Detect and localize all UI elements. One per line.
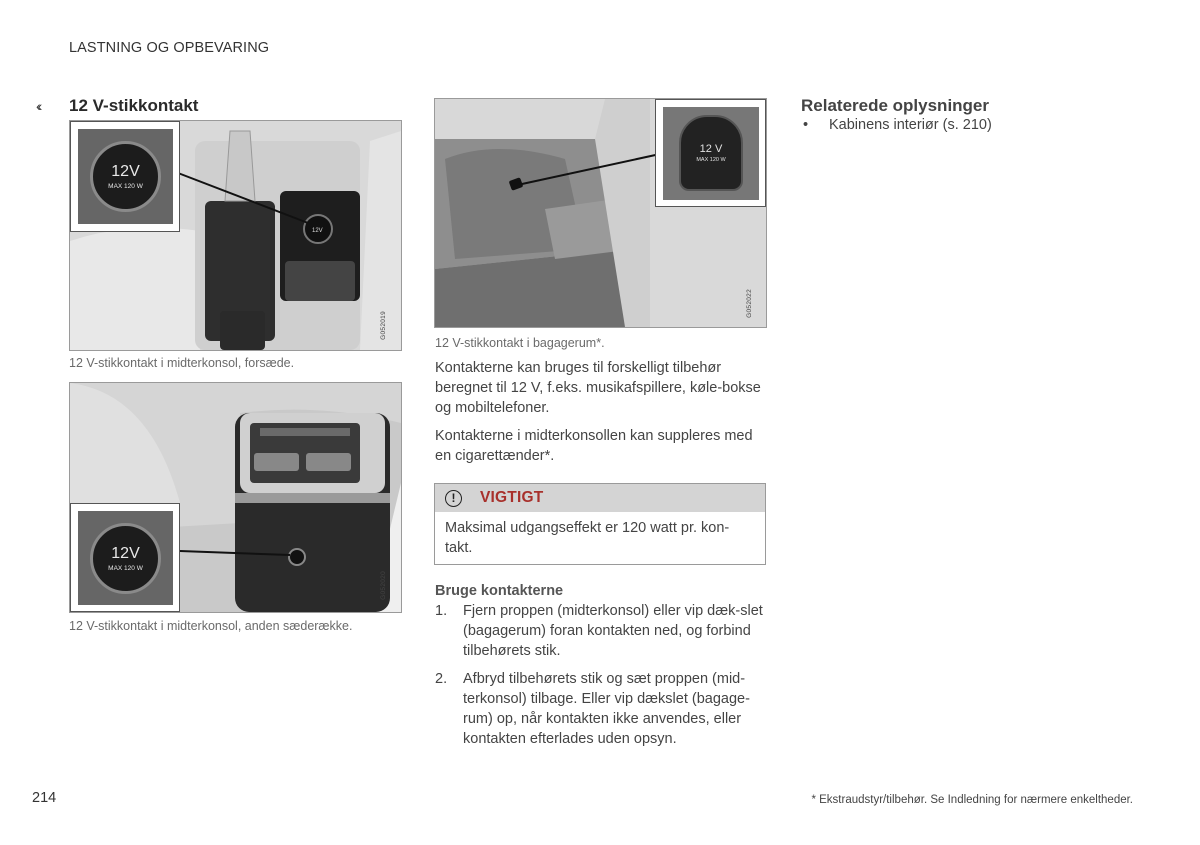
socket-label: 12 V (699, 143, 723, 155)
caption-front-console: 12 V-stikkontakt i midterkonsol, forsæde. (69, 356, 295, 370)
photo-rear-console (69, 382, 402, 613)
socket-icon (90, 523, 161, 594)
socket-inset-1 (70, 121, 180, 232)
image-code: G052020 (380, 571, 387, 600)
body-paragraph-2: Kontakterne i midterkonsollen kan suppleres med en cigarettænder*. (435, 428, 753, 464)
list-item (435, 669, 770, 749)
running-header: LASTNING OG OPBEVARING (69, 40, 270, 56)
socket-label: 12V (111, 163, 140, 180)
list-item (435, 601, 770, 661)
usage-title: Bruge kontakterne (435, 583, 564, 599)
socket-inset-2 (70, 503, 180, 612)
related-link[interactable] (803, 117, 992, 133)
socket-sublabel: MAX 120 W (108, 565, 143, 572)
step-number: 1. (435, 603, 448, 619)
section-title: 12 V-stikkontakt (69, 96, 199, 115)
usage-steps (435, 601, 770, 757)
socket-label: 12V (111, 545, 140, 562)
image-code: G052019 (380, 311, 387, 340)
photo-front-console (69, 120, 402, 351)
important-header (435, 484, 765, 512)
step-text: Afbryd tilbehørets stik og sæt proppen (mid-terkonsol) tilbage. Eller vip dækslet (bagage-rum) op, når kontakten ikke anvendes, eller kontakten efterlades uden opsyn. (463, 671, 750, 747)
socket-icon (90, 141, 161, 212)
important-label: VIGTIGT (480, 489, 544, 506)
related-title: Relaterede oplysninger (801, 96, 990, 115)
socket-cover-icon (679, 115, 743, 191)
warning-icon: ! (445, 490, 462, 507)
related-link-text[interactable]: Kabinens interiør (s. 210) (829, 117, 992, 133)
step-text: Fjern proppen (midterkonsol) eller vip dæk-slet (bagagerum) foran kontakten ned, og forbind tilbehørets stik. (463, 603, 763, 659)
footnote: * Ekstraudstyr/tilbehør. Se Indledning for nærmere enkeltheder. (811, 794, 1133, 806)
important-box (434, 483, 766, 565)
socket-sublabel: MAX 120 W (108, 183, 143, 190)
photo-luggage-compartment (434, 98, 767, 328)
socket-sublabel: MAX 120 W (696, 157, 726, 163)
caption-rear-console: 12 V-stikkontakt i midterkonsol, anden sæderække. (69, 619, 353, 633)
page-number: 214 (32, 790, 57, 806)
svg-text:12V: 12V (312, 228, 323, 234)
back-chevron-icon[interactable]: ‹‹ (36, 98, 40, 114)
bullet-icon: • (803, 117, 809, 133)
caption-luggage: 12 V-stikkontakt i bagagerum*. (435, 336, 605, 350)
important-text: Maksimal udgangseffekt er 120 watt pr. kon-takt. (445, 520, 730, 556)
socket-inset-3 (655, 99, 766, 207)
body-paragraph-1: Kontakterne kan bruges til forskelligt tilbehør beregnet til 12 V, f.eks. musikafspillere, køle-bokse og mobiltelefoner. (435, 360, 761, 416)
image-code: G052022 (746, 289, 753, 318)
step-number: 2. (435, 671, 448, 687)
